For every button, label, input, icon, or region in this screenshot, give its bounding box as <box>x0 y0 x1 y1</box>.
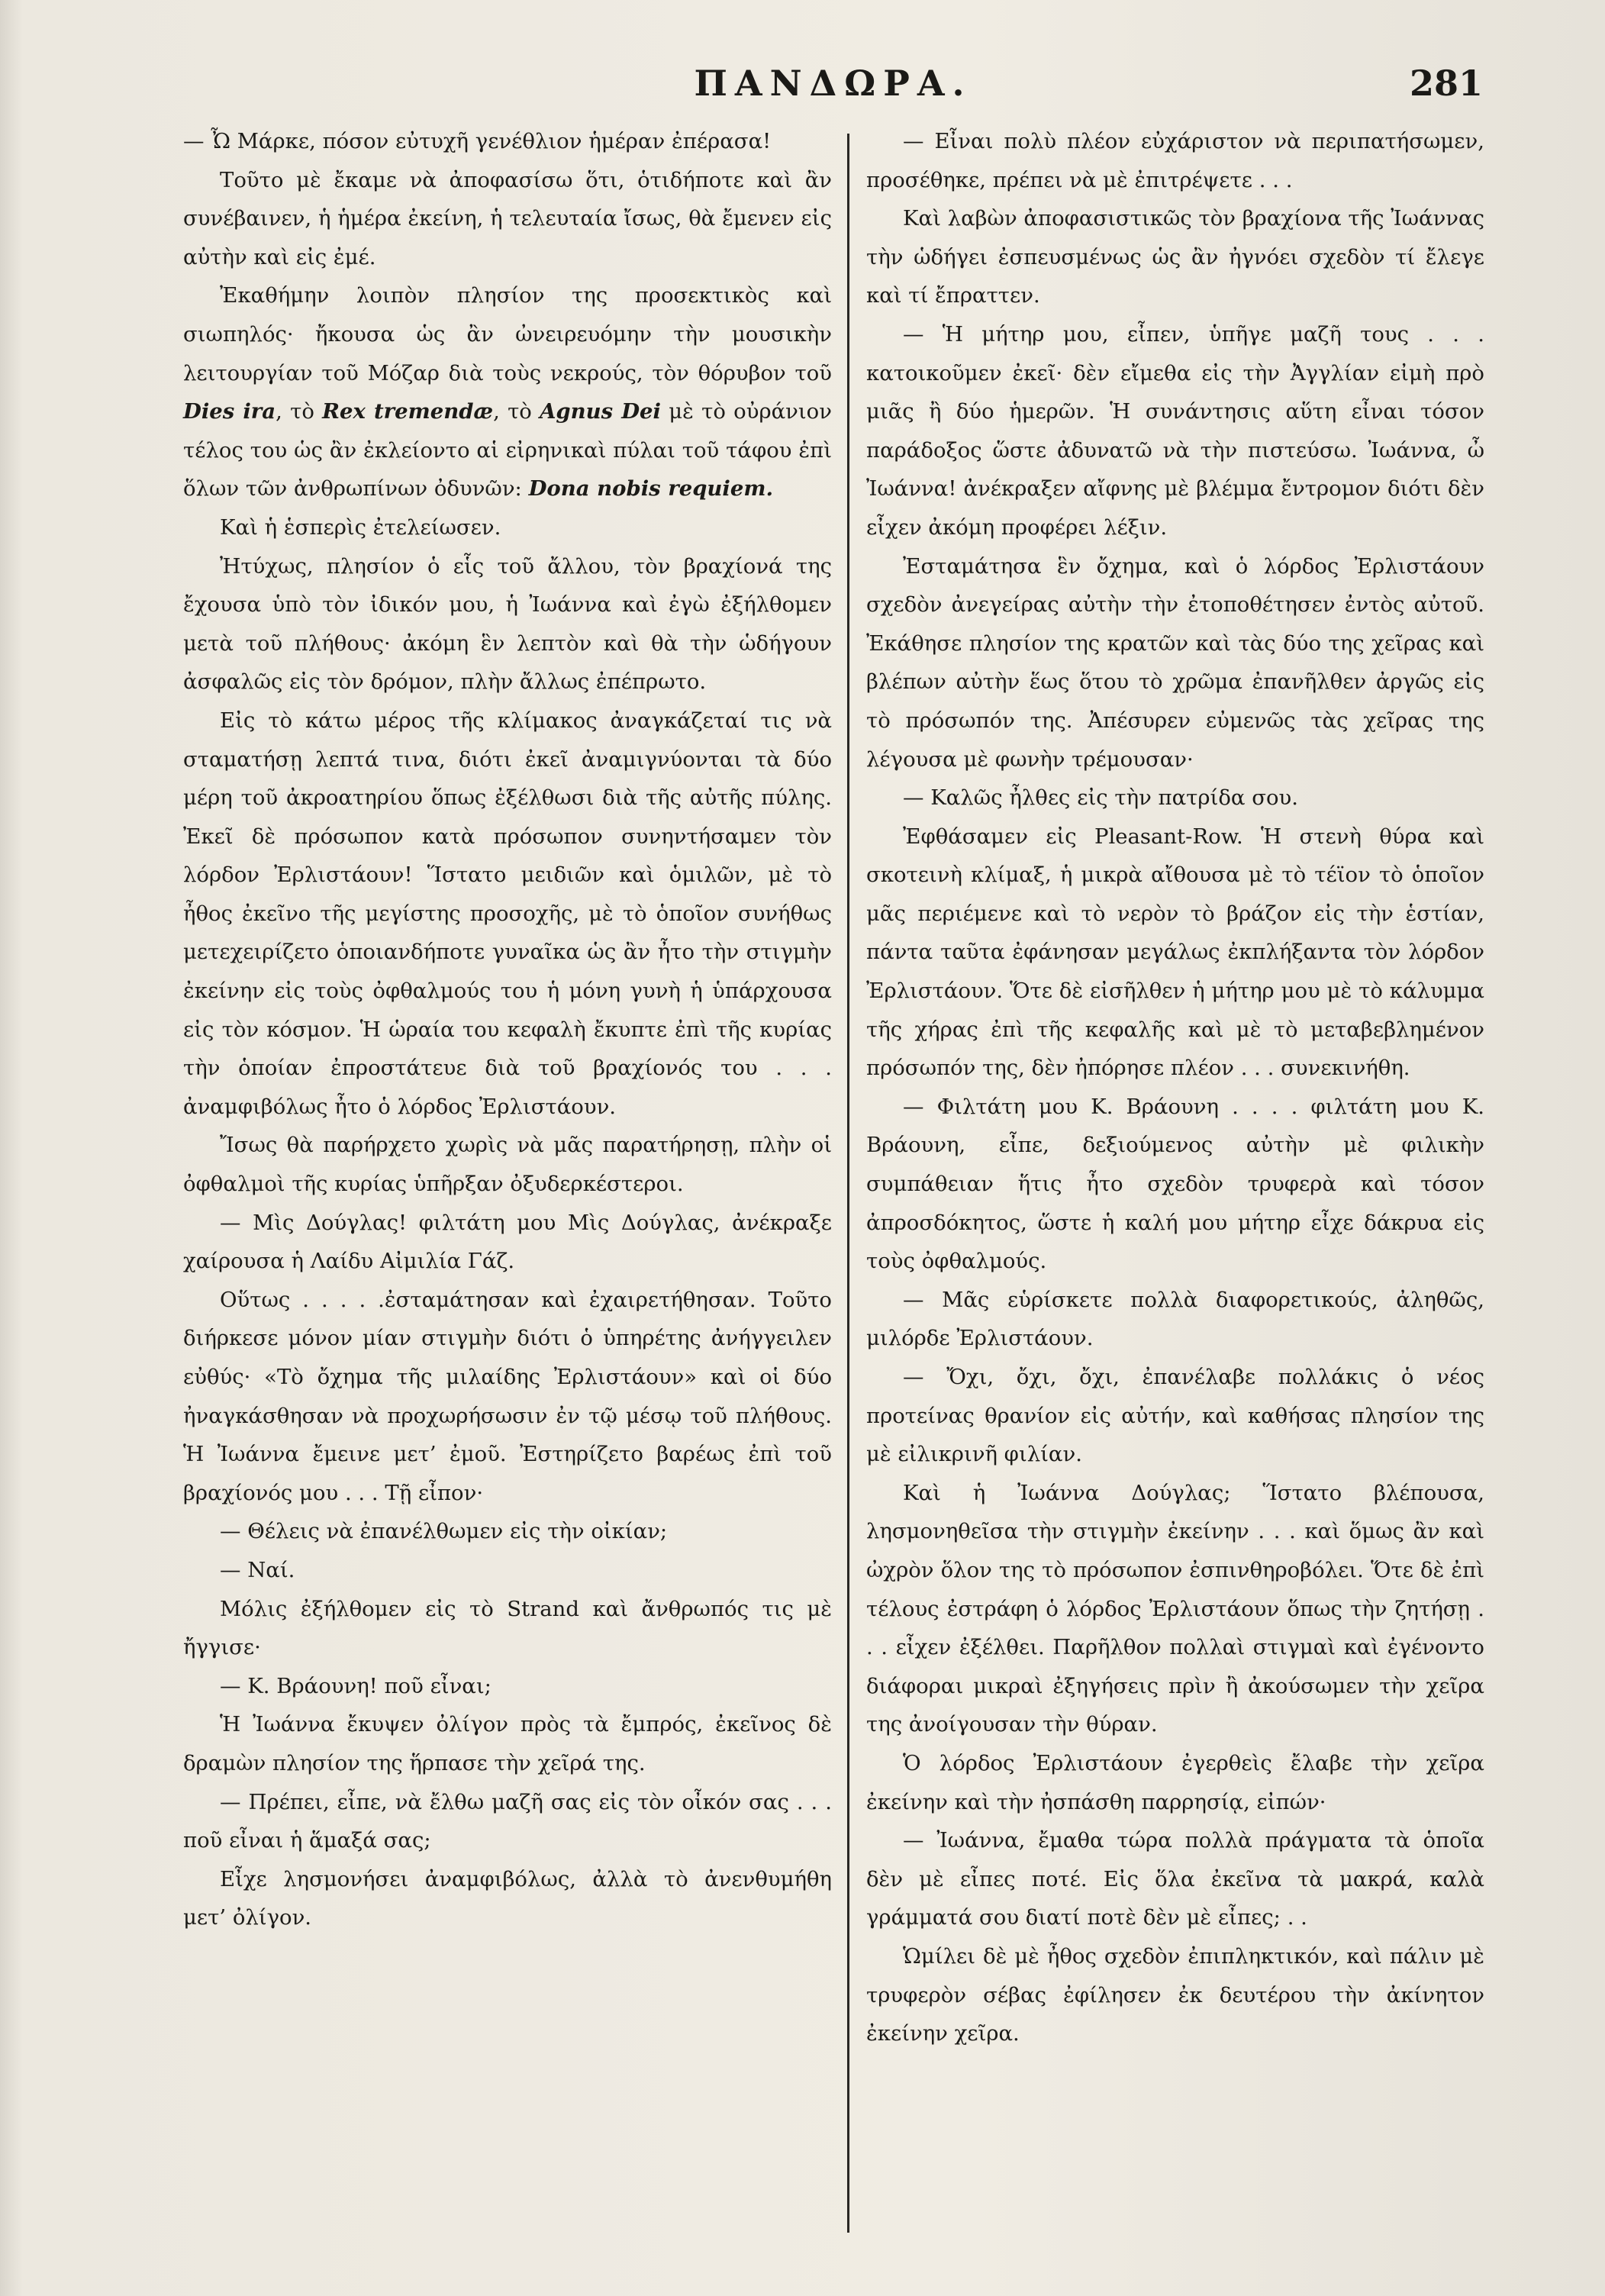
paragraph: — Θέλεις νὰ ἐπανέλθωμεν εἰς τὴν οἰκίαν; <box>220 1519 668 1544</box>
right-column <box>866 122 1484 2053</box>
paragraph: Εἶχε λησμονήσει ἀναμφιβόλως, ἀλλὰ τὸ ἀνενθυμήθη μετ’ ὀλίγον. <box>183 1866 832 1930</box>
paragraph: Ὡμίλει δὲ μὲ ἦθος σχεδὸν ἐπιπληκτικόν, καὶ πάλιν μὲ τρυφερὸν σέβας ἐφίλησεν ἐκ δευτέρου τὴν ἀκίνητον ἐκείνην χεῖρα. <box>866 1943 1484 2046</box>
paragraph: Καὶ λαβὼν ἀποφασιστικῶς τὸν βραχίονα τῆς Ἰωάννας τὴν ὡδήγει ἐσπευσμένως ὡς ἂν ἠγνόει σχεδὸν τί ἔλεγε καὶ τί ἔπραττεν. <box>866 206 1484 308</box>
paragraph: Τοῦτο μὲ ἔκαμε νὰ ἀποφασίσω ὅτι, ὁτιδήποτε καὶ ἂν συνέβαινεν, ἡ ἡμέρα ἐκείνη, ἡ τελευταία ἴσως, θὰ ἔμενεν εἰς αὐτὴν καὶ εἰς ἐμέ. <box>183 167 832 269</box>
paragraph: — Ὄχι, ὄχι, ὄχι, ἐπανέλαβε πολλάκις ὁ νέος προτείνας θρανίον εἰς αὐτήν, καὶ καθήσας πλησίον της μὲ εἰλικρινῆ φιλίαν. <box>866 1365 1484 1467</box>
latin-phrase: Agnus Dei <box>540 399 662 424</box>
paragraph: — Ἡ μήτηρ μου, εἶπεν, ὑπῆγε μαζῆ τους . . . κατοικοῦμεν ἐκεῖ· δὲν εἴμεθα εἰς τὴν Ἀγγλίαν εἰμὴ πρὸ μιᾶς ἢ δύο ἡμερῶν. Ἡ συνάντησις αὕτη εἶναι τόσον παράδοξος ὥστε ἀδυνατῶ νὰ τὴν πιστεύσω. Ἰωάννα, ὦ Ἰωάννα! ἀνέκραξεν αἴφνης μὲ βλέμμα ἔντρομον διότι δὲν εἶχεν ἀκόμη προφέρει λέξιν. <box>866 321 1484 540</box>
paragraph: Ἐσταμάτησα ἓν ὄχημα, καὶ ὁ λόρδος Ἐρλιστάουν σχεδὸν ἀνεγείρας αὐτὴν τὴν ἐτοποθέτησεν ἐντὸς αὐτοῦ. Ἐκάθησε πλησίον της κρατῶν καὶ τὰς δύο της χεῖρας καὶ βλέπων αὐτὴν ἕως ὅτου τὸ χρῶμα ἐπανῆλθεν ἀργῶς εἰς τὸ πρόσωπόν της. Ἀπέσυρεν εὐμενῶς τὰς χεῖρας της λέγουσα μὲ φωνὴν τρέμουσαν· <box>866 553 1484 772</box>
paragraph: Ἴσως θὰ παρήρχετο χωρὶς νὰ μᾶς παρατήρησῃ, πλὴν οἱ ὀφθαλμοὶ τῆς κυρίας ὑπῆρξαν ὀξυδερκέστεροι. <box>183 1133 832 1197</box>
paragraph: Οὕτως . . . . .ἐσταμάτησαν καὶ ἐχαιρετήθησαν. Τοῦτο διήρκεσε μόνον μίαν στιγμὴν διότι ὁ ὑπηρέτης ἀνήγγειλεν εὐθύς· «Τὸ ὄχημα τῆς μιλαίδης Ἐρλιστάουν» καὶ οἱ δύο ἠναγκάσθησαν νὰ προχωρήσωσιν ἐν τῷ μέσῳ τοῦ πλήθους. Ἡ Ἰωάννα ἔμεινε μετ’ ἐμοῦ. Ἐστηρίζετο βαρέως ἐπὶ τοῦ βραχίονός μου . . . Τῇ εἶπον· <box>183 1287 832 1505</box>
paragraph-text: μὲ τὸ οὐράνιον τέλος του ὡς ἂν ἐκλείοντο αἱ εἰρηνικαὶ πύλαι τοῦ τάφου ἐπὶ ὅλων τῶν ἀνθρωπίνων ὀδυνῶν: <box>183 399 832 501</box>
latin-phrase: Dies ira <box>183 399 276 424</box>
paragraph: — Μᾶς εὑρίσκετε πολλὰ διαφορετικούς, ἀληθῶς, μιλόρδε Ἐρλιστάουν. <box>866 1287 1484 1351</box>
paragraph: Εἰς τὸ κάτω μέρος τῆς κλίμακος ἀναγκάζεταί τις νὰ σταματήσῃ λεπτά τινα, διότι ἐκεῖ ἀναμιγνύονται τὰ δύο μέρη τοῦ ἀκροατηρίου ὅπως ἐξέλθωσι διὰ τῆς αὐτῆς πύλης. Ἐκεῖ δὲ πρόσωπον κατὰ πρόσωπον συνηντήσαμεν τὸν λόρδον Ἐρλιστάουν! Ἵστατο μειδιῶν καὶ ὁμιλῶν, μὲ τὸ ἦθος ἐκεῖνο τῆς μεγίστης προσοχῆς, μὲ τὸ ὁποῖον συνήθως μετεχειρίζετο ὁποιανδήποτε γυναῖκα ὡς ἂν ἦτο τὴν στιγμὴν ἐκείνην εἰς τοὺς ὀφθαλμούς του ἡ μόνη γυνὴ ἡ ὑπάρχουσα εἰς τὸν κόσμον. Ἡ ὡραία του κεφαλὴ ἔκυπτε ἐπὶ τῆς κυρίας τὴν ὁποίαν ἐπροστάτευε διὰ τοῦ βραχίονός του . . . ἀναμφιβόλως ἦτο ὁ λόρδος Ἐρλιστάουν. <box>183 708 832 1119</box>
paragraph: Ἐφθάσαμεν εἰς Pleasant-Row. Ἡ στενὴ θύρα καὶ σκοτεινὴ κλίμαξ, ἡ μικρὰ αἴθουσα μὲ τὸ τέϊον τὸ ὁποῖον μᾶς περιέμενε καὶ τὸ νερὸν τὸ βράζον εἰς τὴν ἑστίαν, πάντα ταῦτα ἐφάνησαν μεγάλως ἐκπλήξαντα τὸν λόρδον Ἐρλιστάουν. Ὅτε δὲ εἰσῆλθεν ἡ μήτηρ μου μὲ τὸ κάλυμμα τῆς χήρας ἐπὶ τῆς κεφαλῆς καὶ μὲ τὸ μεταβεβλημένον πρόσωπόν της, δὲν ἠπόρησε πλέον . . . συνεκινήθη. <box>866 824 1484 1081</box>
paragraph: Καὶ ἡ ἑσπερὶς ἐτελείωσεν. <box>220 514 501 540</box>
page-number: 281 <box>1409 63 1483 104</box>
paragraph: — Εἶναι πολὺ πλέον εὐχάριστον νὰ περιπατήσωμεν, προσέθηκε, πρέπει νὰ μὲ ἐπιτρέψετε . . . <box>866 129 1484 192</box>
paragraph: — Πρέπει, εἶπε, νὰ ἔλθω μαζῆ σας εἰς τὸν οἶκόν σας . . . ποῦ εἶναι ἡ ἅμαξά σας; <box>183 1789 832 1853</box>
paragraph: Μόλις ἐξήλθομεν εἰς τὸ Strand καὶ ἄνθρωπός τις μὲ ἤγγισε· <box>183 1596 832 1660</box>
paragraph: Καὶ ἡ Ἰωάννα Δούγλας; Ἵστατο βλέπουσα, λησμονηθεῖσα τὴν στιγμὴν ἐκείνην . . . καὶ ὅμως ἂν καὶ ὠχρὸν ὅλον της τὸ πρόσωπον ἐσπινθηροβόλει. Ὅτε δὲ ἐπὶ τέλους ἐστράφη ὁ λόρδος Ἐρλιστάουν ὅπως τὴν ζητήσῃ . . . εἶχεν ἐξέλθει. Παρῆλθον πολλαὶ στιγμαὶ καὶ ἐγένοντο διάφοραι μικραὶ ἐξηγήσεις πρὶν ἢ ἀκούσωμεν τὴν χεῖρα της ἀνοίγουσαν τὴν θύραν. <box>866 1480 1484 1737</box>
paragraph: — Μὶς Δούγλας! φιλτάτη μου Μὶς Δούγλας, ἀνέκραξε χαίρουσα ἡ Λαίδυ Αἰμιλία Γάζ. <box>183 1210 832 1274</box>
running-title: ΠΑΝΔΩΡΑ. <box>694 63 972 104</box>
paragraph: — Κ. Βράουνη! ποῦ εἶναι; <box>220 1673 491 1698</box>
paragraph: — Ναί. <box>220 1557 295 1582</box>
latin-phrase: Dona nobis requiem. <box>528 476 774 501</box>
left-column <box>183 122 832 1937</box>
page-header <box>183 60 1483 113</box>
paragraph: — Φιλτάτη μου Κ. Βράουνη . . . . φιλτάτη μου Κ. Βράουνη, εἶπε, δεξιούμενος αὐτὴν μὲ φιλικὴν συμπάθειαν ἥτις ἦτο σχεδὸν τρυφερὰ καὶ τόσον ἀπροσδόκητος, ὥστε ἡ καλή μου μήτηρ εἶχε δάκρυα εἰς τοὺς ὀφθαλμούς. <box>866 1094 1484 1274</box>
paragraph: — Ἰωάννα, ἔμαθα τώρα πολλὰ πράγματα τὰ ὁποῖα δὲν μὲ εἶπες ποτέ. Εἰς ὅλα ἐκεῖνα τὰ μακρά, καλὰ γράμματά σου διατί ποτὲ δὲν μὲ εἶπες; . . <box>866 1828 1484 1930</box>
paragraph: Ἡ Ἰωάννα ἔκυψεν ὀλίγον πρὸς τὰ ἔμπρός, ἐκεῖνος δὲ δραμὼν πλησίον της ἥρπασε τὴν χεῖρά της. <box>183 1712 832 1775</box>
latin-phrase: Rex tremendæ <box>322 399 494 424</box>
paragraph-text: Ἐκαθήμην λοιπὸν πλησίον της προσεκτικὸς καὶ σιωπηλός· ἤκουσα ὡς ἂν ὠνειρευόμην τὴν μουσικὴν λειτουργίαν τοῦ Μόζαρ διὰ τοὺς νεκρούς, τὸν θόρυβον τοῦ <box>183 283 832 385</box>
paragraph <box>183 276 832 508</box>
column-divider <box>847 134 849 2233</box>
paragraph: Ὁ λόρδος Ἐρλιστάουν ἐγερθεὶς ἔλαβε τὴν χεῖρα ἐκείνην καὶ τὴν ἠσπάσθη παρρησίᾳ, εἰπών· <box>866 1750 1484 1814</box>
paragraph: — Ὦ Μάρκε, πόσον εὐτυχῆ γενέθλιον ἡμέραν ἐπέρασα! <box>183 129 772 153</box>
paragraph-text: , τὸ <box>276 399 314 424</box>
paragraph: — Καλῶς ἦλθες εἰς τὴν πατρίδα σου. <box>903 785 1298 811</box>
paragraph: Ἠτύχως, πλησίον ὁ εἷς τοῦ ἄλλου, τὸν βραχίονά της ἔχουσα ὑπὸ τὸν ἰδικόν μου, ἡ Ἰωάννα καὶ ἐγὼ ἐξήλθομεν μετὰ τοῦ πλήθους· ἀκόμη ἓν λεπτὸν καὶ θὰ τὴν ὡδήγουν ἀσφαλῶς εἰς τὸν δρόμον, πλὴν ἄλλως ἐπέπρωτο. <box>183 553 832 695</box>
paragraph-text: , τὸ <box>493 399 532 424</box>
